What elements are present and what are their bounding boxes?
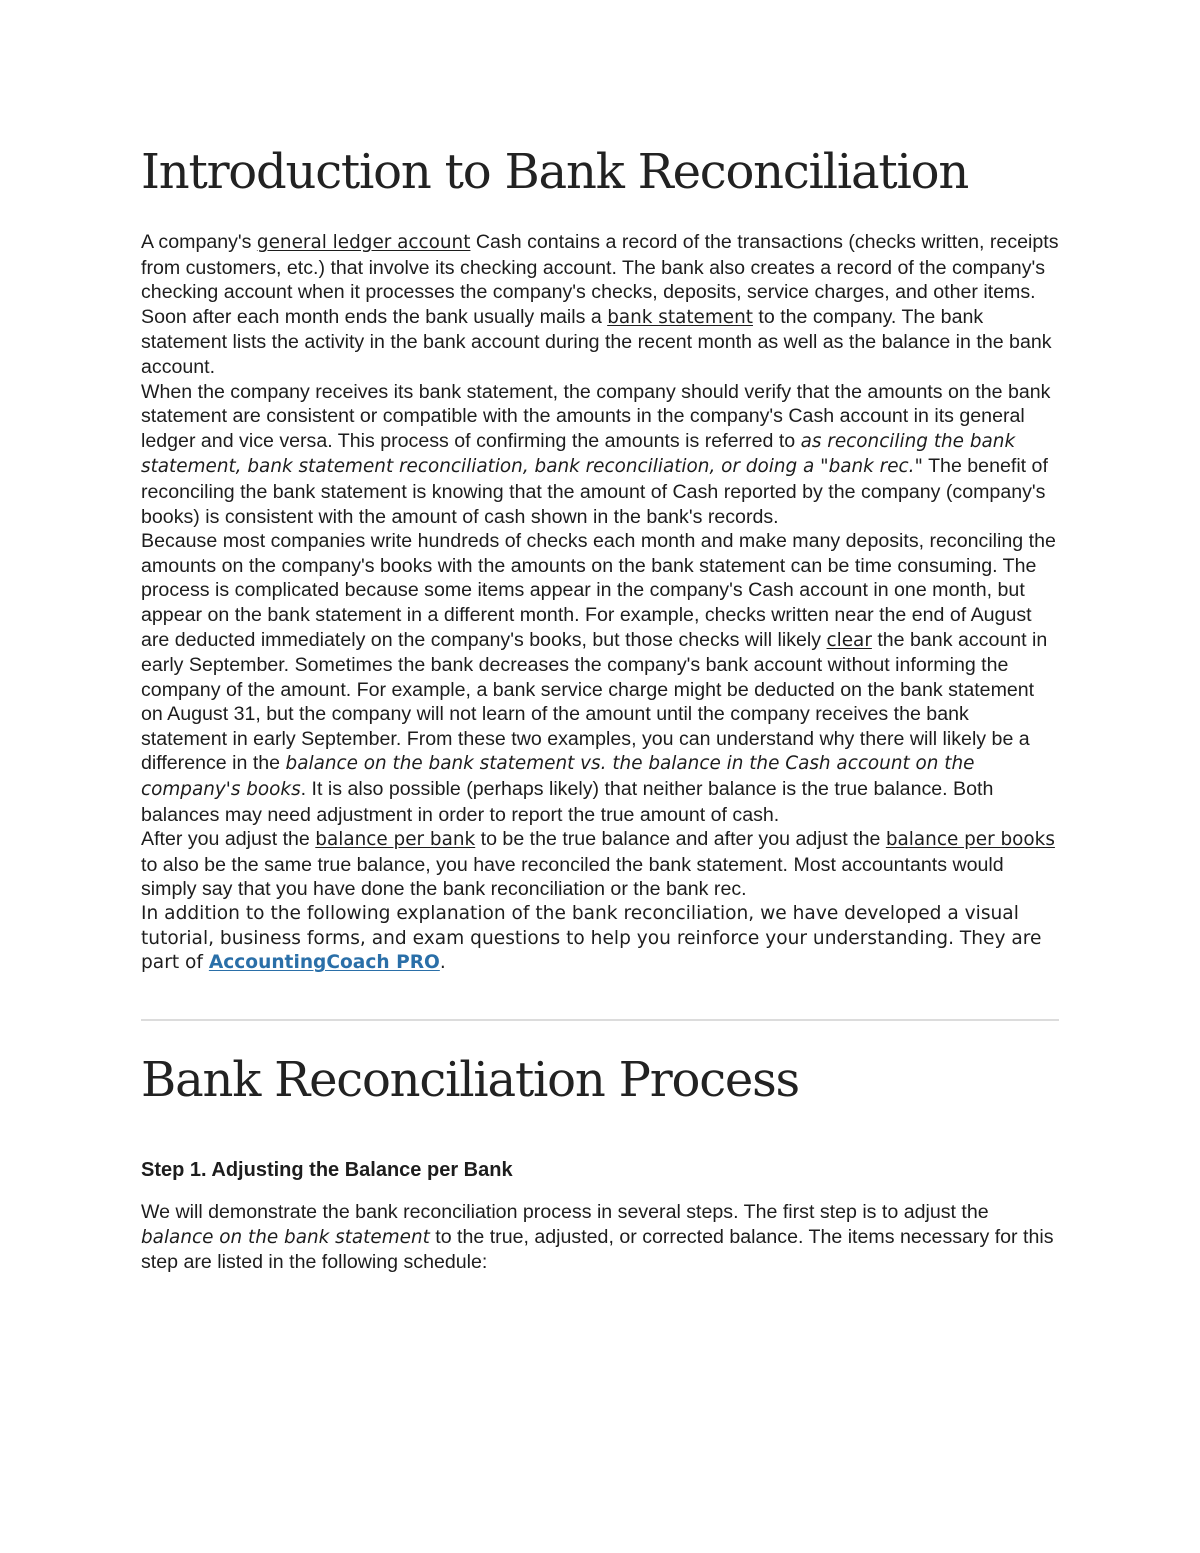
- link-balance-per-bank[interactable]: balance per bank: [315, 829, 476, 851]
- italic-text-run: as reconciling the bank statement, bank statement reconciliation, bank reconciliation, or doing a "bank rec.": [141, 430, 1016, 478]
- text-run: to the company. The bank statement lists the activity in the bank account during the recent month as well as the balance in the bank account.: [141, 305, 1052, 378]
- text-run: .: [439, 952, 446, 974]
- text-run: to the true, adjusted, or corrected balance. The items necessary for this step are listed in the following schedule:: [141, 1225, 1054, 1274]
- link-general-ledger-account[interactable]: general ledger account: [256, 232, 471, 253]
- text-run: to also be the same true balance, you have reconciled the bank statement. Most accountants would simply say that you have done the bank reconciliation or the bank rec.: [141, 853, 1004, 901]
- text-run: Because most companies write hundreds of checks each month and make many deposits, reconciling the amounts on the company's books with the amounts on the bank statement can be time consuming. The process is complicated because some items appear in the company's Cash account in one month, but appear on the bank statement in a different month. For example, checks written near the end of August are deducted immediately on the company's books, but those checks will likely: [141, 530, 1056, 651]
- text-run: The benefit of reconciling the bank statement is knowing that the amount of Cash reported by the company (company's books) is consistent with the amount of cash shown in the bank's records.: [141, 455, 1048, 528]
- intro-paragraph-3: [141, 529, 1059, 827]
- italic-text-run: balance on the bank statement: [141, 1226, 430, 1248]
- text-run: A company's: [141, 231, 257, 253]
- link-clear[interactable]: clear: [826, 629, 872, 651]
- text-run: Cash contains a record of the transactions (checks written, receipts from customers, etc.) that involve its checking account. The bank also creates a record of the company's checking account when it processes the company's checks, deposits, service charges, and other items. Soon after each month ends the bank usually mails a: [141, 231, 1059, 328]
- text-run: to be the true balance and after you adjust the: [475, 828, 886, 851]
- text-run: When the company receives its bank statement, the company should verify that the amounts on the bank statement are consistent or compatible with the amounts in the company's Cash account in its general ledger and vice versa. This process of confirming the amounts is referred to: [141, 380, 1051, 452]
- text-run: the bank account in early September. Sometimes the bank decreases the company's bank account without informing the company of the amount. For example, a bank service charge might be deducted on the bank statement on August 31, but the company will not learn of the amount until the company receives the bank statement in early September. From these two examples, you can understand why there will likely be a difference in the: [141, 628, 1048, 775]
- intro-paragraph-4: [141, 827, 1059, 902]
- step-1-body: [141, 1200, 1059, 1275]
- section-heading-intro: Introduction to Bank Reconciliation: [141, 144, 969, 200]
- link-accountingcoach-pro[interactable]: AccountingCoach PRO: [208, 952, 440, 974]
- step-1-paragraph: [141, 1200, 1059, 1275]
- link-balance-per-books[interactable]: balance per books: [885, 829, 1055, 851]
- intro-paragraph-1: [141, 230, 1059, 380]
- text-run: . It is also possible (perhaps likely) that neither balance is the true balance. Both balances may need adjustment in order to report the true amount of cash.: [141, 778, 994, 826]
- link-bank-statement[interactable]: bank statement: [607, 306, 753, 328]
- intro-paragraph-2: [141, 380, 1059, 530]
- step-1-heading: Step 1. Adjusting the Balance per Bank: [141, 1159, 513, 1181]
- text-run: In addition to the following explanation of the bank reconciliation, we have developed a visual tutorial, business forms, and exam questions to help you reinforce your understanding. They are part of: [141, 903, 1042, 974]
- intro-body: [141, 230, 1059, 976]
- italic-text-run: balance on the bank statement vs. the balance in the Cash account on the company's books: [141, 753, 975, 801]
- text-run: We will demonstrate the bank reconciliation process in several steps. The first step is to adjust the: [141, 1201, 989, 1223]
- section-heading-process: Bank Reconciliation Process: [141, 1052, 799, 1108]
- section-divider: [141, 1019, 1059, 1021]
- text-run: After you adjust the: [141, 828, 316, 851]
- intro-paragraph-5: [141, 902, 1059, 976]
